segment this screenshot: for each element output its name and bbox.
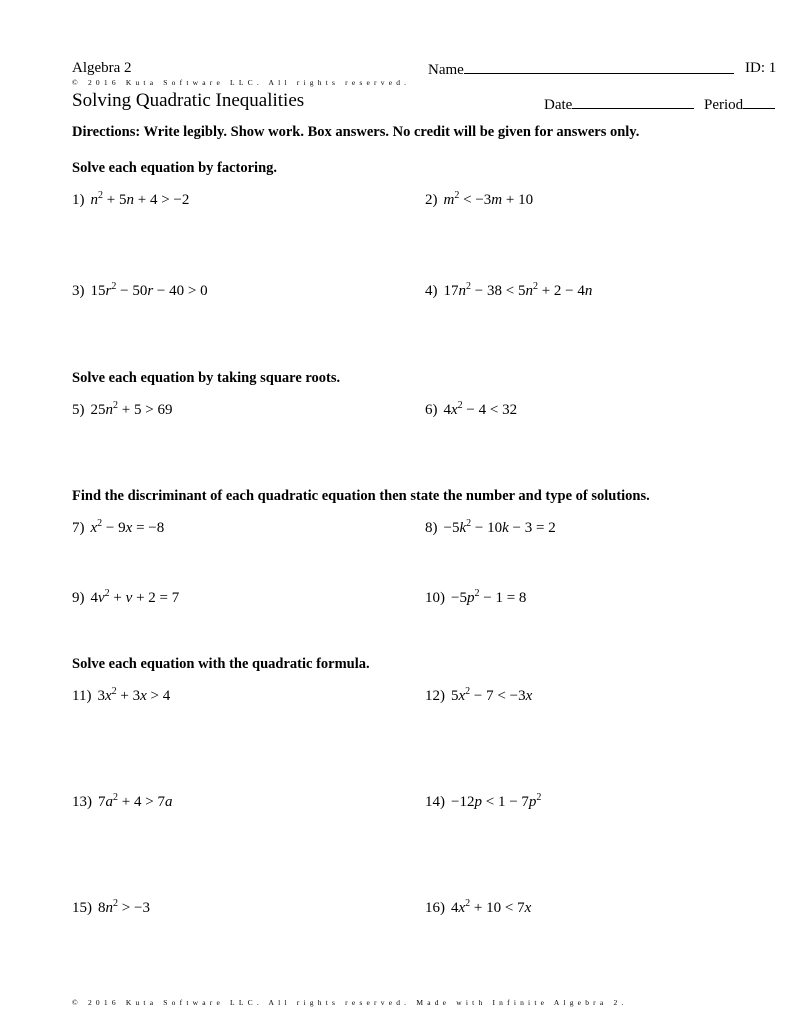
problem-expression: $4v^2 + v + 2 = 7$ (90, 588, 180, 606)
problem-4 (425, 283, 592, 300)
problem-number: 8) (425, 520, 438, 536)
problem-number: 12) (425, 688, 445, 704)
problem-expression: $25n^2 + 5 > 69$ (90, 400, 173, 418)
problem-number: 2) (425, 192, 438, 208)
problem-15 (72, 900, 150, 917)
problem-6 (425, 402, 517, 419)
date-label: Date (544, 97, 573, 113)
period-blank-line[interactable] (743, 95, 775, 109)
problem-13 (72, 794, 172, 811)
problem-expression: $-5p^2 - 1 = 8$ (451, 588, 527, 606)
problem-expression: $15r^2 - 50r - 40 > 0$ (90, 281, 208, 299)
problem-7 (72, 520, 164, 537)
problem-expression: $n^2 + 5n + 4 > -2$ (90, 190, 190, 208)
problem-expression: $4x^2 - 4 < 32$ (443, 400, 518, 418)
problem-expression: $x^2 - 9x = -8$ (90, 518, 165, 536)
problem-11 (72, 688, 170, 705)
date-field[interactable] (544, 95, 694, 114)
problem-expression: $3x^2 + 3x > 4$ (97, 686, 171, 704)
problem-number: 11) (72, 688, 92, 704)
name-label: Name (428, 62, 464, 78)
footer-notice: © 2016 Kuta Software LLC. All rights reserved. Made with Infinite Algebra 2. (72, 998, 628, 1007)
problem-3 (72, 283, 208, 300)
problem-8 (425, 520, 556, 537)
problem-number: 5) (72, 402, 85, 418)
section-heading: Solve each equation with the quadratic formula. (72, 656, 370, 672)
problem-12 (425, 688, 532, 705)
problem-10 (425, 590, 526, 607)
course-label: Algebra 2 (72, 60, 132, 76)
problem-number: 3) (72, 283, 85, 299)
problem-9 (72, 590, 179, 607)
problem-expression: $17n^2 - 38 < 5n^2 + 2 - 4n$ (443, 281, 593, 299)
section-heading: Solve each equation by taking square roots. (72, 370, 341, 386)
problem-number: 14) (425, 794, 445, 810)
section-heading: Find the discriminant of each quadratic equation then state the number and type of solutions. (72, 488, 650, 504)
problem-expression: $8n^2 > -3$ (98, 898, 150, 916)
problem-number: 15) (72, 900, 92, 916)
problem-number: 6) (425, 402, 438, 418)
copyright-notice: © 2016 Kuta Software LLC. All rights reserved. (72, 78, 411, 87)
date-blank-line[interactable] (572, 95, 694, 109)
problem-expression: $4x^2 + 10 < 7x$ (451, 898, 532, 916)
problem-expression: $5x^2 - 7 < -3x$ (451, 686, 533, 704)
page-title: Solving Quadratic Inequalities (72, 90, 305, 111)
problem-16 (425, 900, 531, 917)
problem-2 (425, 192, 533, 209)
name-blank-line[interactable] (464, 60, 734, 74)
problem-number: 13) (72, 794, 92, 810)
problem-number: 10) (425, 590, 445, 606)
problem-expression: $m^2 < -3m + 10$ (443, 190, 534, 208)
directions: Directions: Write legibly. Show work. Box answers. No credit will be given for answers only. (72, 124, 640, 140)
name-field[interactable] (428, 60, 734, 79)
section-heading: Solve each equation by factoring. (72, 160, 278, 176)
problem-expression: $-12p < 1 - 7p^2$ (451, 792, 542, 810)
id-label: ID: 1 (745, 60, 777, 76)
period-label: Period (704, 97, 744, 113)
problem-expression: $-5k^2 - 10k - 3 = 2$ (443, 518, 556, 536)
problem-number: 1) (72, 192, 85, 208)
problem-5 (72, 402, 172, 419)
problem-number: 7) (72, 520, 85, 536)
period-field[interactable] (704, 95, 775, 114)
problem-number: 4) (425, 283, 438, 299)
problem-1 (72, 192, 189, 209)
problem-14 (425, 794, 541, 811)
problem-number: 16) (425, 900, 445, 916)
problem-number: 9) (72, 590, 85, 606)
problem-expression: $7a^2 + 4 > 7a$ (98, 792, 173, 810)
